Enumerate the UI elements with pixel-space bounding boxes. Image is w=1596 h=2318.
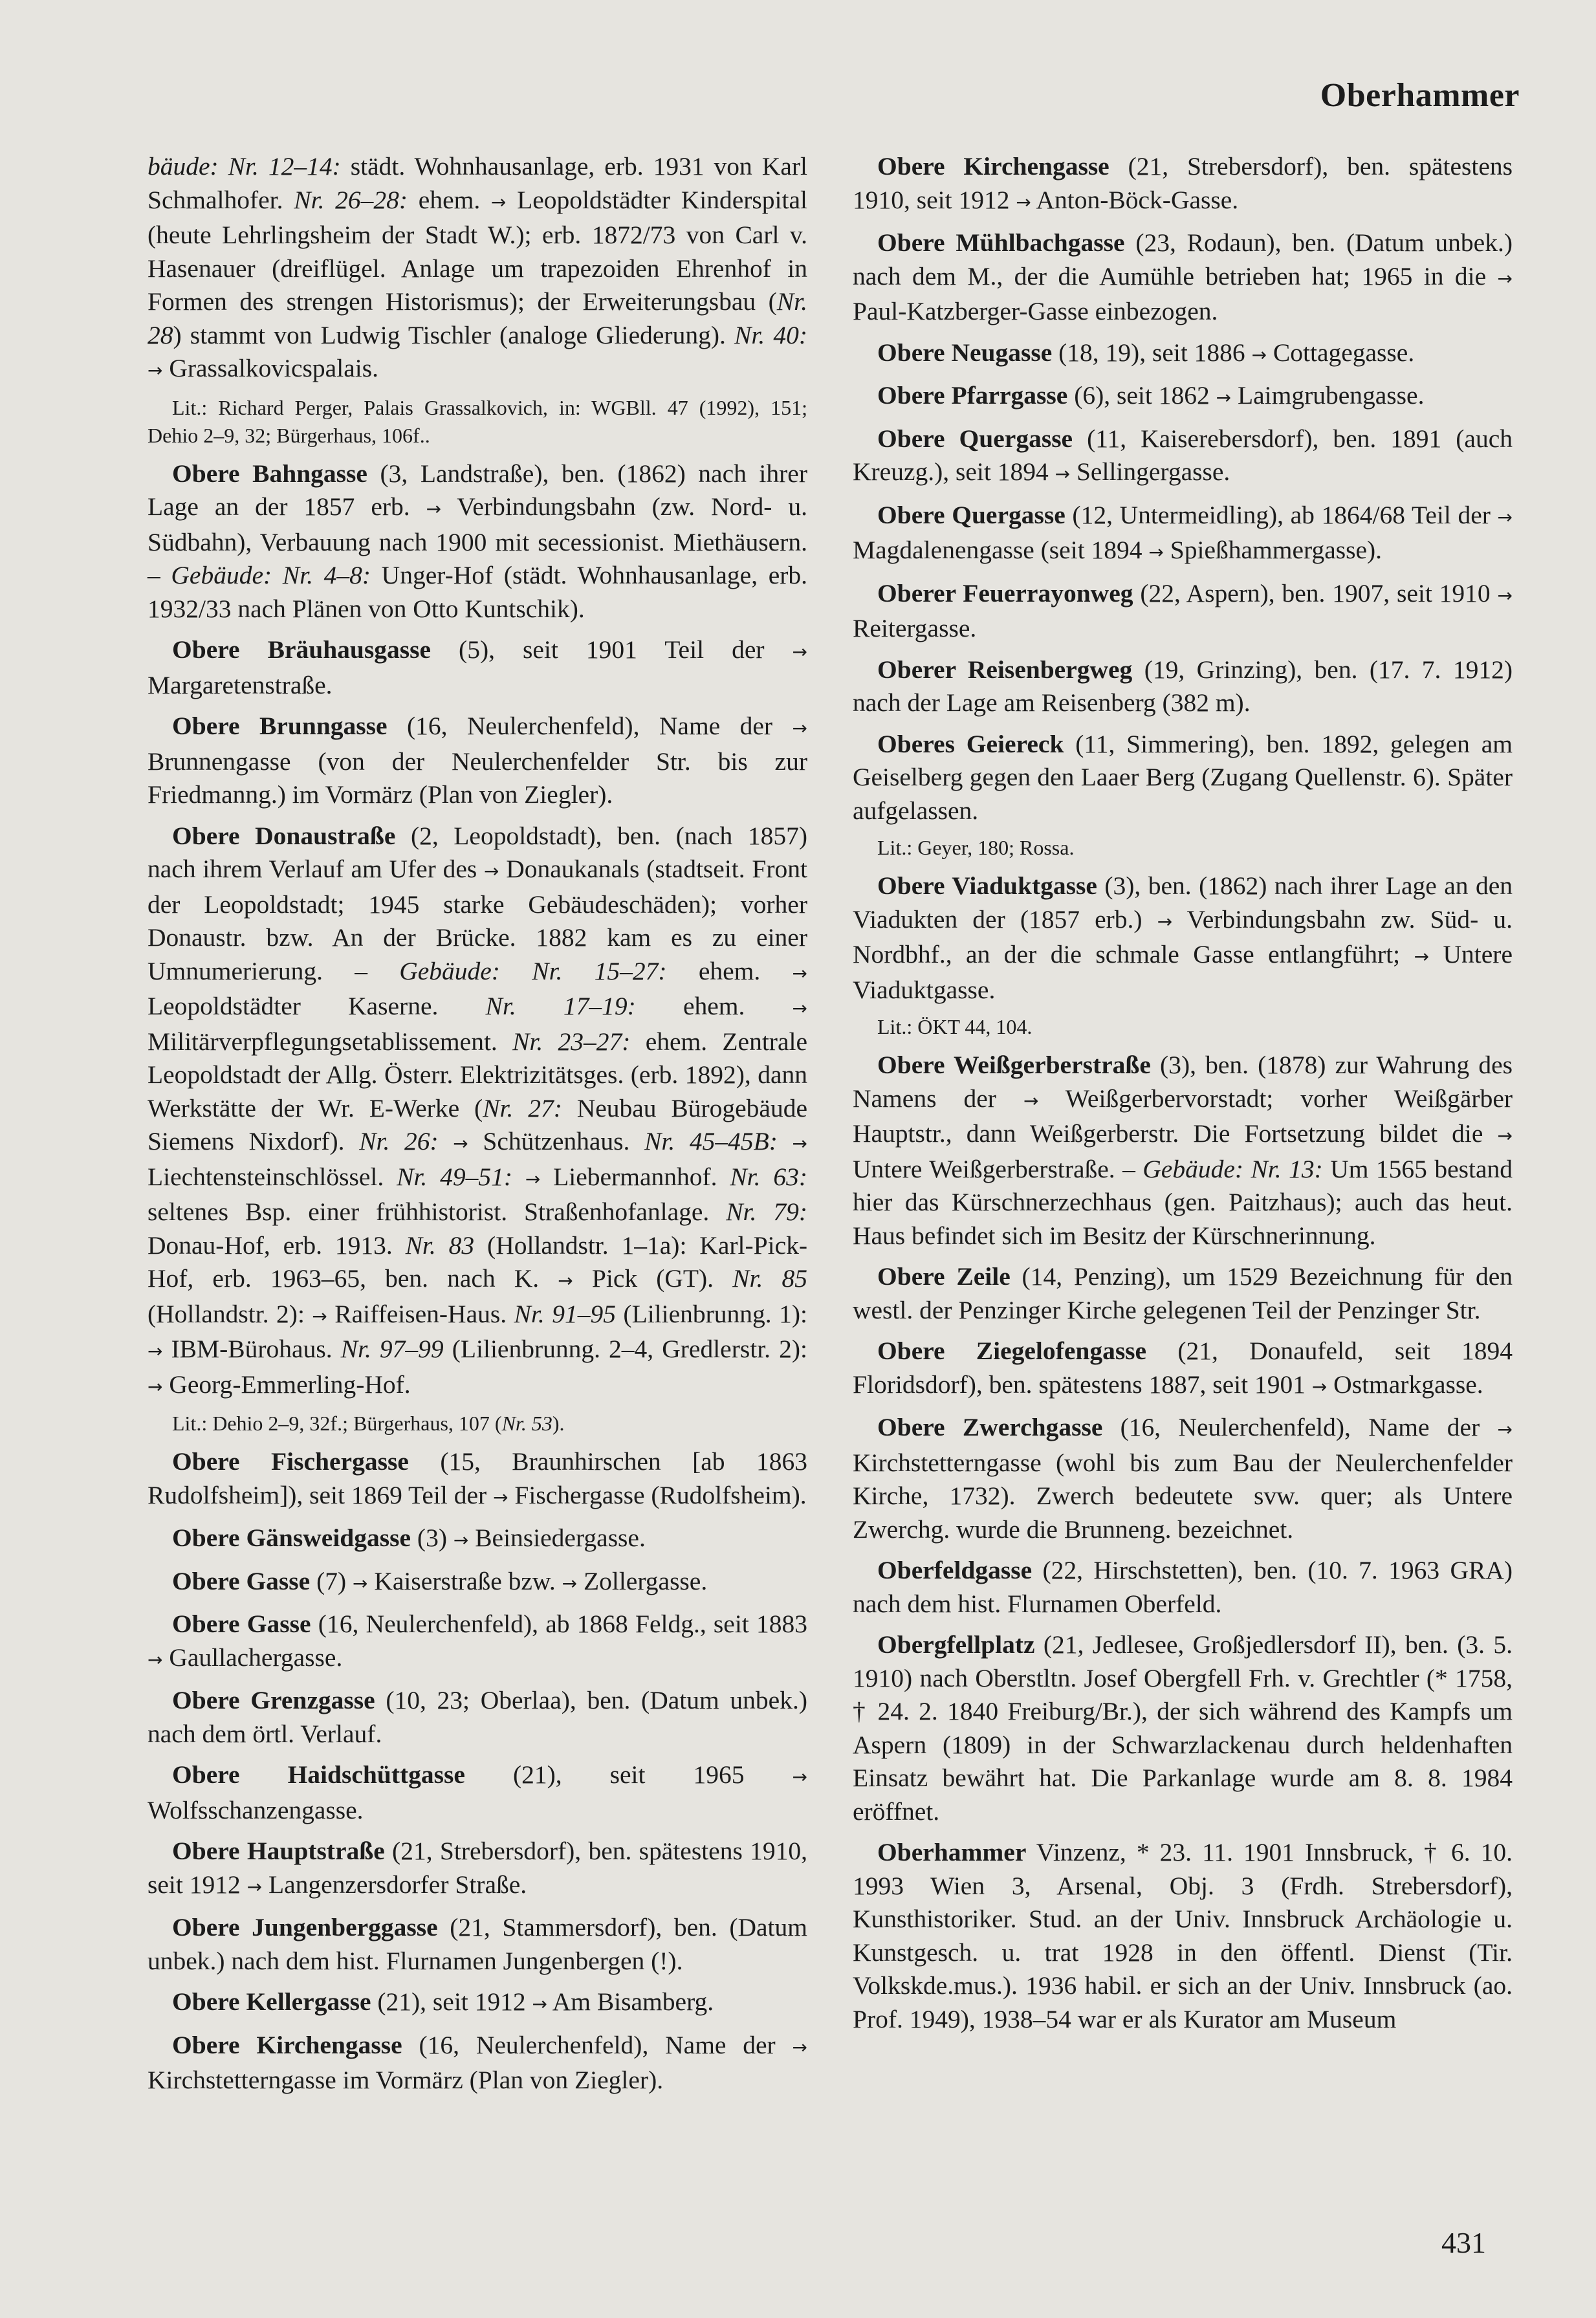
- cross-reference-arrow-icon: →: [148, 1375, 163, 1397]
- entry-headword: Obere Pfarrgasse: [877, 381, 1068, 410]
- entry-obere-donaustrasse: Obere Donaustraße (2, Leopoldstadt), ben. (nach 1857) nach ihrem Verlauf am Ufer des → Donaukanals (stadtseit. Front der Leopoldstadt; 1945 starke Gebäudeschäden); vorher Donaustr. bzw. An der Brücke. 1882 kam es zu einer Umnumerierung. – Gebäude: Nr. 15–27: ehem. → Leopoldstädter Kaserne. Nr. 17–19: ehem. → Militärverpflegungsetablissement. Nr. 23–27: ehem. Zentrale Leopoldstadt der Allg. Österr. Elektrizitätsges. (erb. 1892), dann Werkstätte der Wr. E-Werke (Nr. 27: Neubau Bürogebäude Siemens Nixdorf). Nr. 26: → Schützenhaus. Nr. 45–45B: → Liechtensteinschlössel. Nr. 49–51: → Liebermannhof. Nr. 63: seltenes Bsp. einer frühhistorist. Straßenhofanlage. Nr. 79: Donau-Hof, erb. 1913. Nr. 83 (Hollandstr. 1–1a): Karl-Pick-Hof, erb. 1963–65, ben. nach K. → Pick (GT). Nr. 85 (Hollandstr. 2): → Raiffeisen-Haus. Nr. 91–95 (Lilienbrunng. 1): → IBM-Bürohaus. Nr. 97–99 (Lilienbrunng. 2–4, Gredlerstr. 2): → Georg-Emmerling-Hof.: [148, 821, 808, 1399]
- literature-note: Lit.: ÖKT 44, 104.: [877, 1015, 1033, 1038]
- entry-headword: Obere Viaduktgasse: [877, 871, 1097, 900]
- entry-headword: Obere Kirchengasse: [877, 152, 1110, 180]
- entry-obere-quergasse-12: Obere Quergasse (12, Untermeidling), ab 1864/68 Teil der → Magdalenengasse (seit 1894 → Spießhammergasse).: [853, 500, 1513, 564]
- entry-obere-pfarrgasse: Obere Pfarrgasse (6), seit 1862 → Laimgrubengasse.: [877, 381, 1425, 410]
- entry-obere-muehlbachgasse: Obere Mühlbachgasse (23, Rodaun), ben. (Datum unbek.) nach dem M., der die Aumühle betrieben hat; 1965 in die → Paul-Katzberger-Gasse einbezogen.: [853, 228, 1513, 325]
- entry-headword: Obere Kirchengasse: [172, 2030, 402, 2059]
- cross-reference-arrow-icon: →: [490, 191, 507, 213]
- cross-reference-arrow-icon: →: [1497, 267, 1513, 289]
- cross-reference-arrow-icon: →: [148, 360, 163, 381]
- entry-headword: Obere Bahngasse: [172, 459, 367, 488]
- cross-reference-arrow-icon: →: [453, 1133, 468, 1154]
- cross-reference-arrow-icon: →: [1157, 910, 1173, 932]
- cross-reference-arrow-icon: →: [1414, 946, 1430, 967]
- cross-reference-arrow-icon: →: [1311, 1375, 1328, 1397]
- entry-obere-neugasse: Obere Neugasse (18, 19), seit 1886 → Cottagegasse.: [877, 338, 1415, 367]
- cross-reference-arrow-icon: →: [312, 1305, 327, 1327]
- entry-headword: Obere Brunngasse: [172, 712, 388, 740]
- entry-headword: Oberer Reisenbergweg: [877, 655, 1133, 684]
- entry-obere-brunngasse: Obere Brunngasse (16, Neulerchenfeld), Name der → Brunnengasse (von der Neulerchenfelder Str. bis zur Friedmanng.) im Vormärz (Plan von Ziegler).: [148, 712, 807, 809]
- page-number: 431: [1441, 2226, 1486, 2259]
- entry-obere-grenzgasse: Obere Grenzgasse (10, 23; Oberlaa), ben. (Datum unbek.) nach dem örtl. Verlauf.: [148, 1686, 807, 1748]
- literature-note: Lit.: Richard Perger, Palais Grassalkovich, in: WGBll. 47 (1992), 151; Dehio 2–9, 32; Bürgerhaus, 106f..: [148, 395, 807, 447]
- running-title: Oberhammer: [1320, 77, 1520, 114]
- cross-reference-arrow-icon: →: [246, 1875, 263, 1897]
- entry-headword: Obere Gasse: [172, 1610, 311, 1638]
- entry-headword: Obere Haidschüttgasse: [172, 1760, 465, 1789]
- entry-obere-jungenberggasse: Obere Jungenberggasse (21, Stammersdorf), ben. (Datum unbek.) nach dem hist. Flurnamen Jungenbergen (!).: [148, 1913, 807, 1975]
- cross-reference-arrow-icon: →: [792, 2036, 807, 2058]
- cross-reference-arrow-icon: →: [1023, 1089, 1039, 1111]
- cross-reference-arrow-icon: →: [1055, 463, 1071, 485]
- cross-reference-arrow-icon: →: [453, 1529, 469, 1551]
- cross-reference-arrow-icon: →: [353, 1572, 368, 1594]
- entry-headword: Obergfellplatz: [877, 1630, 1035, 1659]
- cross-reference-arrow-icon: →: [792, 717, 807, 739]
- entry-headword: Obere Bräuhausgasse: [172, 635, 432, 664]
- entry-obere-kirchengasse-16: Obere Kirchengasse (16, Neulerchenfeld), Name der → Kirchstetterngasse im Vormärz (Plan von Ziegler).: [148, 2030, 807, 2094]
- entry-obere-haidschuettgasse: Obere Haidschüttgasse (21), seit 1965 → Wolfsschanzengasse.: [148, 1760, 807, 1824]
- entry-headword: Obere Zeile: [877, 1262, 1011, 1291]
- entry-headword: Obere Quergasse: [877, 424, 1073, 453]
- entry-headword: Oberer Feuerrayonweg: [877, 578, 1133, 607]
- entry-headword: Obere Mühlbachgasse: [877, 228, 1125, 257]
- cross-reference-arrow-icon: →: [148, 1648, 163, 1670]
- entry-obere-fischergasse: Obere Fischergasse (15, Braunhirschen [ab 1863 Rudolfsheim]), seit 1869 Teil der → Fischergasse (Rudolfsheim).: [148, 1447, 808, 1509]
- literature-note: Lit.: Geyer, 180; Rossa.: [877, 836, 1075, 859]
- entry-obere-viaduktgasse: Obere Viaduktgasse (3), ben. (1862) nach ihrer Lage an den Viadukten der (1857 erb.) → Verbindungsbahn zw. Süd- u. Nordbhf., an der die schmale Gasse entlangführt; → Untere Viaduktgasse.: [853, 871, 1513, 1004]
- cross-reference-arrow-icon: →: [483, 860, 499, 882]
- cross-reference-arrow-icon: →: [792, 962, 807, 984]
- entry-oberfeldgasse: Oberfeldgasse (22, Hirschstetten), ben. (10. 7. 1963 GRA) nach dem hist. Flurnamen Oberfeld.: [853, 1556, 1513, 1618]
- cross-reference-arrow-icon: →: [1216, 387, 1232, 408]
- cross-reference-arrow-icon: →: [148, 1340, 163, 1362]
- entry-headword: Oberes Geiereck: [877, 729, 1064, 758]
- cross-reference-arrow-icon: →: [1497, 1419, 1513, 1440]
- cross-reference-arrow-icon: →: [1497, 506, 1513, 528]
- entry-headword: Obere Gänsweidgasse: [172, 1524, 411, 1552]
- cross-reference-arrow-icon: →: [1251, 344, 1267, 366]
- entry-headword: Obere Gasse: [172, 1566, 311, 1595]
- entry-headword: Oberfeldgasse: [877, 1556, 1033, 1584]
- entry-oberer-reisenbergweg: Oberer Reisenbergweg (19, Grinzing), ben. (17. 7. 1912) nach der Lage am Reisenberg (382 m).: [853, 655, 1513, 717]
- entry-headword: Obere Weißgerberstraße: [877, 1051, 1151, 1079]
- entry-obere-gaensweidgasse: Obere Gänsweidgasse (3) → Beinsiedergasse.: [172, 1524, 646, 1552]
- entry-headword: Obere Fischergasse: [172, 1447, 409, 1476]
- cross-reference-arrow-icon: →: [532, 1993, 548, 2015]
- cross-reference-arrow-icon: →: [493, 1486, 508, 1508]
- left-column: [148, 150, 807, 2105]
- entry-oberer-feuerrayonweg: Oberer Feuerrayonweg (22, Aspern), ben. 1907, seit 1910 → Reitergasse.: [853, 578, 1513, 642]
- entry-continuation: bäude: Nr. 12–14: städt. Wohnhausanlage, erb. 1931 von Karl Schmalhofer. Nr. 26–28: ehem. → Leopoldstädter Kinderspital (heute Lehrlingsheim der Stadt W.); erb. 1872/73 von Carl v. Hasenauer (dreiflügel. Anlage um trapezoiden Ehrenhof in Formen des strengen Historismus); der Erweiterungsbau (Nr. 28) stammt von Ludwig Tischler (analoge Gliederung). Nr. 40: → Grassalkovicspalais.: [148, 152, 807, 382]
- entry-headword: Obere Quergasse: [877, 500, 1066, 529]
- cross-reference-arrow-icon: →: [792, 641, 807, 662]
- cross-reference-arrow-icon: →: [792, 1766, 807, 1788]
- cross-reference-arrow-icon: →: [792, 998, 807, 1019]
- entry-obere-zeile: Obere Zeile (14, Penzing), um 1529 Bezeichnung für den westl. der Penzinger Kirche gelegenen Teil der Penzinger Str.: [853, 1262, 1513, 1324]
- right-column: [853, 150, 1513, 2044]
- entry-obere-kellergasse: Obere Kellergasse (21), seit 1912 → Am Bisamberg.: [172, 1987, 714, 2016]
- entry-obergfellplatz: Obergfellplatz (21, Jedlesee, Großjedlersdorf II), ben. (3. 5. 1910) nach Oberstltn. Josef Obergfell Frh. v. Grechtler (* 1758, † 24. 2. 1840 Freiburg/Br.), der sich während des Kampfs um Aspern (1809) in der Schwarzlackenau durch heldenhaften Einsatz bewährt hat. Die Parkanlage wurde am 8. 8. 1984 eröffnet.: [853, 1630, 1513, 1826]
- entry-obere-weissgerberstrasse: Obere Weißgerberstraße (3), ben. (1878) zur Wahrung des Namens der → Weißgerbervorstadt; vorher Weißgärber Hauptstr., dann Weißgerberstr. Die Fortsetzung bildet die → Untere Weißgerberstraße. – Gebäude: Nr. 13: Um 1565 bestand hier das Kürschnerzechhaus (gen. Paitzhaus); auch das heut. Haus befindet sich im Besitz der Kürschnerinnung.: [853, 1051, 1513, 1250]
- cross-reference-arrow-icon: →: [525, 1168, 541, 1190]
- entry-headword: Obere Grenzgasse: [172, 1686, 375, 1714]
- cross-reference-arrow-icon: →: [1016, 191, 1031, 213]
- cross-reference-arrow-icon: →: [792, 1133, 808, 1154]
- entry-headword: Obere Donaustraße: [172, 821, 396, 850]
- entry-headword: Obere Zwerchgasse: [877, 1413, 1103, 1441]
- entry-obere-quergasse-11: Obere Quergasse (11, Kaiserebersdorf), ben. 1891 (auch Kreuzg.), seit 1894 → Sellingergasse.: [853, 424, 1513, 486]
- entry-headword: Oberhammer: [877, 1838, 1027, 1866]
- entry-oberhammer-vinzenz: Oberhammer Vinzenz, * 23. 11. 1901 Innsbruck, † 6. 10. 1993 Wien 3, Arsenal, Obj. 3 (Frdh. Strebersdorf), Kunsthistoriker. Stud. an der Univ. Innsbruck Archäologie u. Kunstgesch. u. trat 1928 in den öffentl. Dienst (Tir. Volkskde.mus.). 1936 habil. er sich an der Univ. Innsbruck (ao. Prof. 1949), 1938–54 war er als Kurator am Museum: [853, 1838, 1513, 2033]
- cross-reference-arrow-icon: →: [1148, 541, 1164, 563]
- entry-headword: Obere Kellergasse: [172, 1987, 371, 2016]
- cross-reference-arrow-icon: →: [426, 498, 442, 519]
- cross-reference-arrow-icon: →: [562, 1572, 578, 1594]
- entry-obere-hauptstrasse: Obere Hauptstraße (21, Strebersdorf), ben. spätestens 1910, seit 1912 → Langenzersdorfer Straße.: [148, 1837, 807, 1899]
- entry-obere-zwerchgasse: Obere Zwerchgasse (16, Neulerchenfeld), Name der → Kirchstetterngasse (wohl bis zum Bau der Neulerchenfelder Kirche, 1732). Zwerch bedeutete svw. quer; als Untere Zwerchg. wurde die Brunneng. bezeichnet.: [853, 1413, 1513, 1544]
- entry-obere-kirchengasse-21: Obere Kirchengasse (21, Strebersdorf), ben. spätestens 1910, seit 1912 → Anton-Böck-Gasse.: [853, 152, 1513, 214]
- cross-reference-arrow-icon: →: [1497, 584, 1513, 606]
- cross-reference-arrow-icon: →: [1497, 1125, 1513, 1146]
- entry-oberes-geiereck: Oberes Geiereck (11, Simmering), ben. 1892, gelegen am Geiselberg gegen den Laaer Berg (Zugang Quellenstr. 6). Später aufgelassen.: [853, 729, 1513, 825]
- entry-obere-ziegelofengasse: Obere Ziegelofengasse (21, Donaufeld, seit 1894 Floridsdorf), ben. spätestens 1887, seit 1901 → Ostmarkgasse.: [853, 1337, 1513, 1399]
- entry-obere-gasse-16: Obere Gasse (16, Neulerchenfeld), ab 1868 Feldg., seit 1883 → Gaullachergasse.: [148, 1610, 808, 1672]
- literature-note: Lit.: Dehio 2–9, 32f.; Bürgerhaus, 107 (Nr. 53).: [172, 1412, 565, 1435]
- entry-obere-gasse-7: Obere Gasse (7) → Kaiserstraße bzw. → Zollergasse.: [172, 1566, 708, 1595]
- entry-headword: Obere Jungenberggasse: [172, 1913, 438, 1941]
- entry-headword: Obere Ziegelofengasse: [877, 1337, 1147, 1365]
- entry-headword: Obere Neugasse: [877, 338, 1053, 367]
- cross-reference-arrow-icon: →: [558, 1270, 573, 1291]
- entry-headword: Obere Hauptstraße: [172, 1837, 385, 1865]
- entry-obere-braeuhausgasse: Obere Bräuhausgasse (5), seit 1901 Teil der → Margaretenstraße.: [148, 635, 807, 699]
- entry-obere-bahngasse: Obere Bahngasse (3, Landstraße), ben. (1862) nach ihrer Lage an der 1857 erb. → Verbindungsbahn (zw. Nord- u. Südbahn), Verbauung nach 1900 mit secessionist. Miethäusern. – Gebäude: Nr. 4–8: Unger-Hof (städt. Wohnhausanlage, erb. 1932/33 nach Plänen von Otto Kuntschik).: [148, 459, 808, 623]
